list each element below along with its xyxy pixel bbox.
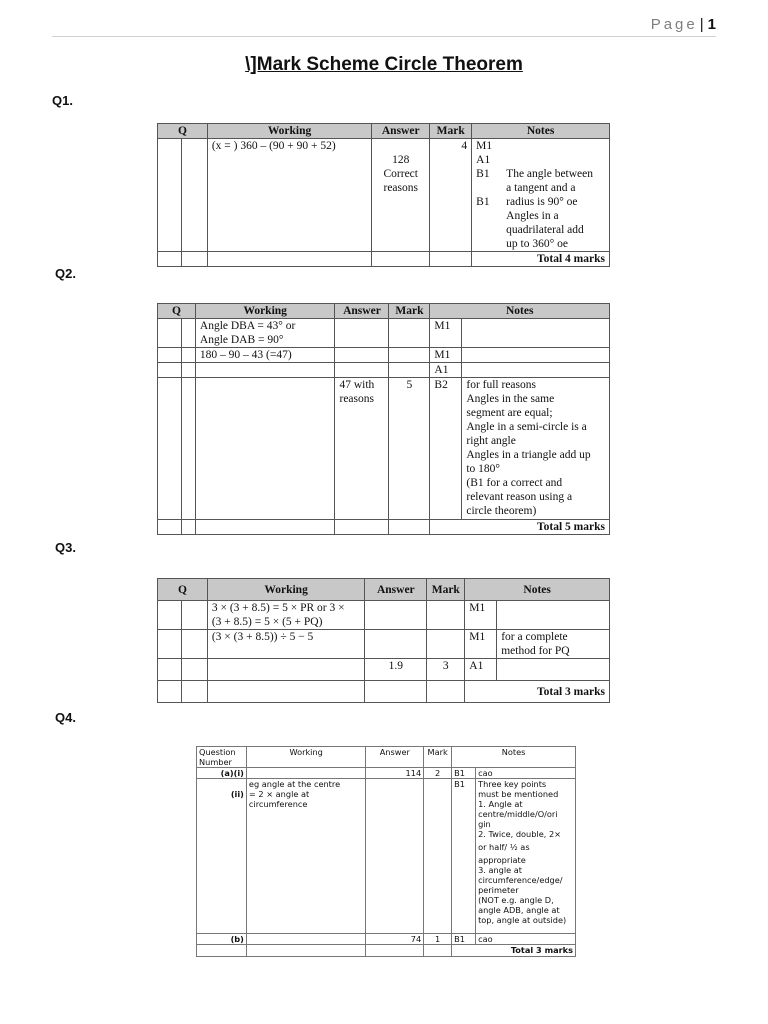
q3-row2-notes: for a complete method for PQ bbox=[497, 630, 610, 659]
q4-a-i-answer: 114 bbox=[366, 768, 424, 779]
q2-header-working: Working bbox=[195, 304, 335, 319]
q3-table bbox=[157, 578, 610, 703]
q4-a-i-label: (a)(i) bbox=[197, 768, 247, 779]
q2-row4-notes: for full reasons Angles in the same segment are equal; Angle in a semi-circle is a right angle Angles in a triangle add up to 180° (B1 for a correct and relevant reason using a circle theorem) bbox=[462, 378, 610, 520]
q2-label: Q2. bbox=[55, 266, 76, 281]
q1-code: A1 bbox=[476, 154, 491, 166]
page-word: Page bbox=[650, 16, 698, 33]
q1-code: B1 bbox=[476, 168, 490, 180]
q2-header-notes: Notes bbox=[430, 304, 610, 319]
q1-header-mark: Mark bbox=[430, 124, 472, 139]
q3-header-answer: Answer bbox=[365, 579, 427, 601]
q4-a-ii-label: (ii) bbox=[197, 779, 247, 934]
page-header bbox=[651, 16, 716, 33]
q1-working: (x = ) 360 – (90 + 90 + 52) bbox=[207, 139, 371, 252]
q3-header-notes: Notes bbox=[465, 579, 610, 601]
q1-label: Q1. bbox=[52, 93, 73, 108]
q2-row2-code: M1 bbox=[430, 348, 462, 363]
q1-mark: 4 bbox=[430, 139, 472, 252]
q1-header-notes: Notes bbox=[472, 124, 610, 139]
q1-total: Total 4 marks bbox=[472, 252, 610, 267]
q4-a-ii-working: eg angle at the centre = 2 × angle at circumference bbox=[246, 779, 365, 934]
q4-label: Q4. bbox=[55, 710, 76, 725]
q1-header-working: Working bbox=[207, 124, 371, 139]
q1-code: B1 bbox=[476, 196, 490, 208]
q4-b-mark: 1 bbox=[424, 934, 452, 945]
q3-label: Q3. bbox=[55, 540, 76, 555]
q4-a-ii-code: B1 bbox=[452, 779, 476, 934]
q4-a-i-note: cao bbox=[476, 768, 576, 779]
q3-row1-code: M1 bbox=[465, 601, 497, 630]
q3-total: Total 3 marks bbox=[465, 681, 610, 703]
q1-sub-cell bbox=[181, 139, 207, 252]
document-title: \]Mark Scheme Circle Theorem bbox=[245, 54, 523, 75]
q1-notes: M1 A1 B1 B1 The angle between a tangent and a radius is 90° oe Angles in a quadrilateral add up to 360° oe bbox=[472, 139, 610, 252]
q4-header-answer: Answer bbox=[366, 747, 424, 768]
q1-header-q: Q bbox=[158, 124, 208, 139]
q3-row2-code: M1 bbox=[465, 630, 497, 659]
q3-header-working: Working bbox=[207, 579, 365, 601]
q2-header-answer: Answer bbox=[335, 304, 389, 319]
q4-header-question-number: Question Number bbox=[197, 747, 247, 768]
q3-header-mark: Mark bbox=[427, 579, 465, 601]
q4-a-ii-notes: Three key points must be mentioned 1. Angle at centre/middle/O/ori gin 2. Twice, double, 2× or half/ ½ as appropriate 3. angle at circumference/edge/ perimeter (NOT e.g. angle D, angle ADB, angle at top, angle at outside) bbox=[476, 779, 576, 934]
q2-row4-code: B2 bbox=[430, 378, 462, 520]
q1-answer: 128 Correct reasons bbox=[372, 139, 430, 252]
q2-row1-code: M1 bbox=[430, 319, 462, 348]
q1-header-answer: Answer bbox=[372, 124, 430, 139]
q2-header-mark: Mark bbox=[389, 304, 430, 319]
q2-row2-working: 180 – 90 – 43 (=47) bbox=[195, 348, 335, 363]
q4-table bbox=[196, 746, 576, 957]
q2-row1-working: Angle DBA = 43° or Angle DAB = 90° bbox=[195, 319, 335, 348]
q2-row3-code: A1 bbox=[430, 363, 462, 378]
q4-a-i-mark: 2 bbox=[424, 768, 452, 779]
q2-table bbox=[157, 303, 610, 535]
q4-total: Total 3 marks bbox=[452, 945, 576, 957]
header-rule bbox=[52, 36, 716, 37]
page-number: 1 bbox=[707, 16, 716, 33]
q3-header-q: Q bbox=[158, 579, 208, 601]
q4-header-working: Working bbox=[246, 747, 365, 768]
q4-b-label: (b) bbox=[197, 934, 247, 945]
q3-row1-working: 3 × (3 + 8.5) = 5 × PR or 3 × (3 + 8.5) = 5 × (5 + PQ) bbox=[207, 601, 365, 630]
q4-a-i-code: B1 bbox=[452, 768, 476, 779]
q1-table bbox=[157, 123, 610, 267]
q2-total: Total 5 marks bbox=[430, 520, 610, 535]
q4-b-code: B1 bbox=[452, 934, 476, 945]
q2-row4-mark: 5 bbox=[389, 378, 430, 520]
q4-header-notes: Notes bbox=[452, 747, 576, 768]
q3-row3-answer: 1.9 bbox=[365, 659, 427, 681]
q2-header-q: Q bbox=[158, 304, 196, 319]
page-separator: | bbox=[699, 16, 704, 33]
q1-code: M1 bbox=[476, 140, 493, 152]
q3-row3-mark: 3 bbox=[427, 659, 465, 681]
q2-row4-answer: 47 with reasons bbox=[335, 378, 389, 520]
q4-header-mark: Mark bbox=[424, 747, 452, 768]
q4-b-note: cao bbox=[476, 934, 576, 945]
q4-b-answer: 74 bbox=[366, 934, 424, 945]
q3-row2-working: (3 × (3 + 8.5)) ÷ 5 − 5 bbox=[207, 630, 365, 659]
q1-q-cell bbox=[158, 139, 182, 252]
q3-row3-code: A1 bbox=[465, 659, 497, 681]
